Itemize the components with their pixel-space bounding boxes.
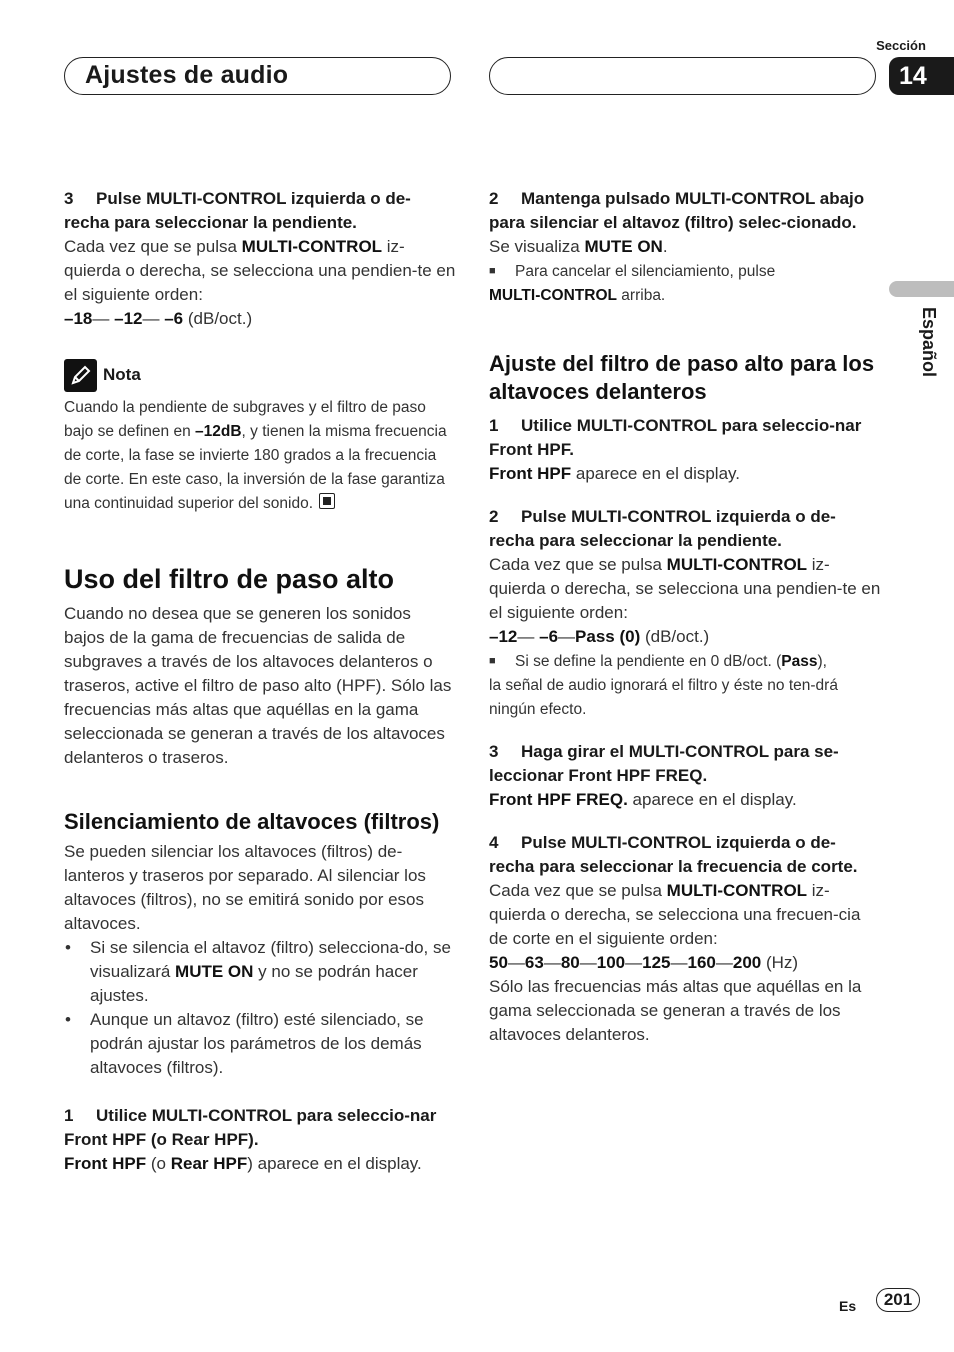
- note-title: Nota: [103, 365, 141, 384]
- step-3-front-freq: 3 Haga girar el MULTI-CONTROL para se-leccionar Front HPF FREQ.: [489, 742, 839, 785]
- right-column: [489, 187, 881, 1047]
- step-4-body: Cada vez que se pulsa MULTI-CONTROL iz-quierda o derecha, se selecciona una frecuen-cia de corte en el siguiente orden:: [489, 881, 861, 948]
- step-4-closing: Sólo las frecuencias más altas que aquéllas en la gama seleccionada se generan a través de los altavoces delanteros.: [489, 977, 862, 1044]
- square-bullet-icon: ■: [489, 655, 496, 667]
- pencil-icon: [64, 359, 97, 392]
- mute-heading: Silenciamiento de altavoces (filtros): [64, 809, 440, 834]
- step-3-front-body: Front HPF FREQ. aparece en el display.: [489, 790, 797, 809]
- front-hpf-heading: Ajuste del filtro de paso alto para los altavoces delanteros: [489, 351, 875, 404]
- step-4-cutoff: 4 Pulse MULTI-CONTROL izquierda o de-recha para seleccionar la frecuencia de corte.: [489, 833, 858, 876]
- header-title-box: [64, 57, 451, 95]
- step-2-front-slope: 2 Pulse MULTI-CONTROL izquierda o de-recha para seleccionar la pendiente.: [489, 507, 836, 550]
- mute-bullets: [64, 936, 456, 1080]
- step-3-slope: 3 Pulse MULTI-CONTROL izquierda o de-recha para seleccionar la pendiente.: [64, 189, 411, 232]
- step-1-select-hpf: 1 Utilice MULTI-CONTROL para seleccio-nar Front HPF (o Rear HPF).: [64, 1106, 437, 1149]
- step-2-front-body: Cada vez que se pulsa MULTI-CONTROL iz-quierda o derecha, se selecciona una pendien-te en el siguiente orden:: [489, 555, 881, 622]
- step-3-body: Cada vez que se pulsa MULTI-CONTROL iz-quierda o derecha, se selecciona una pendien-te en el siguiente orden:: [64, 237, 456, 304]
- language-label: Español: [919, 307, 939, 378]
- hpf-heading: Uso del filtro de paso alto: [64, 564, 395, 594]
- mute-tip-cont: MULTI-CONTROL arriba.: [489, 287, 666, 304]
- mute-text: Se pueden silenciar los altavoces (filtros) de-lanteros y traseros por separado. Al silenciar los altavoces (filtros), no se emitirá sonido por esos altavoces.: [64, 842, 426, 933]
- mute-tip: ■ Para cancelar el silenciamiento, pulse: [489, 259, 881, 284]
- left-column: [64, 187, 456, 1176]
- footer-language: Es: [839, 1298, 857, 1314]
- end-mark-icon: [319, 493, 335, 509]
- step-1-body: Front HPF (o Rear HPF) aparece en el display.: [64, 1154, 422, 1173]
- section-number: 14: [889, 57, 954, 95]
- square-bullet-icon: ■: [489, 265, 496, 277]
- frequency-sequence: 50—63—80—100—125—160—200 (Hz): [489, 953, 799, 972]
- hpf-text: Cuando no desea que se generen los sonidos bajos de la gama de frecuencias de salida de subgraves a través de los altavoces delanteros o traseros, active el filtro de paso alto (HPF). Sólo las frecuencias más altas que aquéllas en la gama seleccionada se generan a través de los altavoces delanteros o traseros.: [64, 604, 452, 767]
- step-2-mute: 2 Mantenga pulsado MULTI-CONTROL abajo para silenciar el altavoz (filtro) selec-cionado.: [489, 189, 865, 232]
- list-item: • Si se silencia el altavoz (filtro) selecciona-do, se visualizará MUTE ON y no se podrán hacer ajustes.: [64, 936, 456, 1008]
- pass-tip-cont: la señal de audio ignorará el filtro y éste no ten-drá ningún efecto.: [489, 677, 838, 718]
- page-title: Ajustes de audio: [85, 61, 289, 89]
- page-number: 201: [876, 1288, 920, 1312]
- list-item: • Aunque un altavoz (filtro) esté silenciado, se podrán ajustar los parámetros de los demás altavoces (filtros).: [64, 1008, 456, 1080]
- language-tab: [889, 281, 954, 297]
- pass-tip: ■ Si se define la pendiente en 0 dB/oct. (Pass),: [489, 649, 881, 674]
- note-text: Cuando la pendiente de subgraves y el filtro de paso bajo se definen en –12dB, y tienen la misma frecuencia de corte, la fase se invierte 180 grados a la frecuencia de corte. En este caso, la inversión de la fase garantiza una continuidad superior del sonido.: [64, 399, 447, 512]
- header-empty-box: [489, 57, 876, 95]
- step-1-front-body: Front HPF aparece en el display.: [489, 464, 741, 483]
- note-header: [64, 358, 456, 392]
- slope-sequence: –18— –12— –6 (dB/oct.): [64, 309, 253, 328]
- step-2-mute-body: Se visualiza MUTE ON.: [489, 237, 668, 256]
- front-slope-sequence: –12— –6—Pass (0) (dB/oct.): [489, 627, 710, 646]
- section-label: Sección: [876, 38, 926, 53]
- step-1-front-hpf: 1 Utilice MULTI-CONTROL para seleccio-nar Front HPF.: [489, 416, 862, 459]
